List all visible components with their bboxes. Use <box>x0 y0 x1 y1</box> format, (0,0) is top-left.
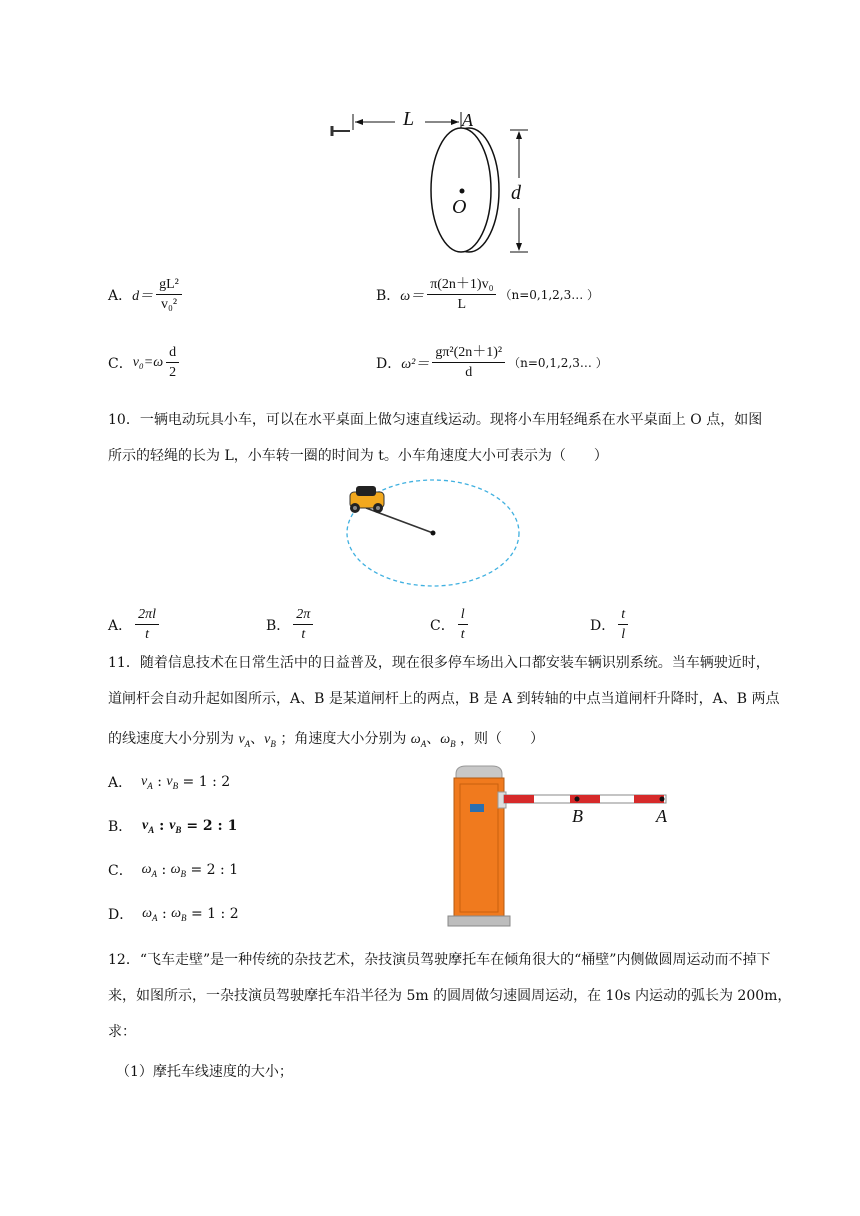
gate-label-B: B <box>572 806 583 826</box>
q11-option-a[interactable]: A． $v_A$ : $v_B$ = 1 : 2 <box>108 773 231 791</box>
q10-option-c[interactable]: C． $\frac{l}{t}$ <box>430 606 471 643</box>
q9-option-a[interactable]: A． d＝ $\frac{\text{gL²}}{\text{v₀²}}$ <box>108 276 185 313</box>
q10-option-a[interactable]: A． $\frac{2\pi l}{t}$ <box>108 606 162 643</box>
toy-car-figure <box>338 478 523 593</box>
q11-option-c[interactable]: C． $\omega_A$ : $\omega_B$ = 2 : 1 <box>108 861 239 879</box>
q12-line2: 来，如图所示，一杂技演员驾驶摩托车沿半径为 5m 的圆周做匀速圆周运动，在 10s 内运动的弧长为 200m， <box>108 988 792 1004</box>
q11-option-d[interactable]: D． $\omega_A$ : $\omega_B$ = 1 : 2 <box>108 905 239 923</box>
q9-option-c[interactable]: C． v₀=ω $\frac{d}{2}$ <box>108 344 182 381</box>
disc-figure <box>325 108 545 258</box>
q9-d-fraction: $\frac{\text{gπ²(2n＋1)²}}{d}$ <box>432 344 505 381</box>
q9-a-fraction: $\frac{\text{gL²}}{\text{v₀²}}$ <box>156 276 182 313</box>
q10-line2: 所示的轻绳的长为 L，小车转一圈的时间为 t。小车角速度大小可表示为（ ） <box>108 448 608 464</box>
q12-line1: 12．“飞车走壁”是一种传统的杂技艺术，杂技演员驾驶摩托车在倾角很大的“桶壁”内侧做圆周运动而不掉下 <box>108 952 771 968</box>
q9-c-fraction: $\frac{d}{2}$ <box>166 344 179 381</box>
q12-text <box>108 942 808 1090</box>
barrier-gate-figure <box>440 762 690 930</box>
q11-line3: 的线速度大小分别为 $v_A$、$v_B$ ；角速度大小分别为 $\omega_A$、$\omega_B$ ，则（ ） <box>108 731 545 749</box>
q9-b-fraction: $\frac{\text{π(2n＋1)v₀}}{L}$ <box>427 276 496 313</box>
label-O: O <box>452 196 467 218</box>
q9-option-d[interactable]: D． ω²＝ $\frac{\text{gπ²(2n＋1)²}}{d}$ （n=0,1,2,3… ） <box>376 345 608 380</box>
label-A: A <box>462 110 473 130</box>
label-L: L <box>403 108 415 130</box>
q10-line1: 10．一辆电动玩具小车，可以在水平桌面上做匀速直线运动。现将小车用轻绳系在水平桌面上 O 点，如图 <box>108 412 763 428</box>
label-d: d <box>511 182 521 204</box>
q11-text <box>108 645 808 762</box>
q10-option-d[interactable]: D． $\frac{t}{l}$ <box>590 606 631 643</box>
gate-label-A: A <box>656 806 667 826</box>
q12-sub1: （1）摩托车线速度的大小； <box>116 1064 293 1080</box>
q9-option-b[interactable]: B． ω＝ $\frac{\text{π(2n＋1)v₀}}{L}$ （n=0,1,2,3… ） <box>376 277 600 312</box>
q11-option-b[interactable]: B． $v_A$ : $v_B$ = 2 : 1 <box>108 817 238 835</box>
q10-text <box>108 402 808 474</box>
q12-line3: 求： <box>108 1024 136 1040</box>
q11-line2: 道闸杆会自动升起如图所示，A、B 是某道闸杆上的两点，B 是 A 到转轴的中点当道闸杆升降时，A、B 两点 <box>108 691 780 707</box>
q11-line1: 11．随着信息技术在日常生活中的日益普及，现在很多停车场出入口都安装车辆识别系统。当车辆驶近时， <box>108 655 770 671</box>
q10-option-b[interactable]: B． $\frac{2\pi}{t}$ <box>266 606 316 643</box>
